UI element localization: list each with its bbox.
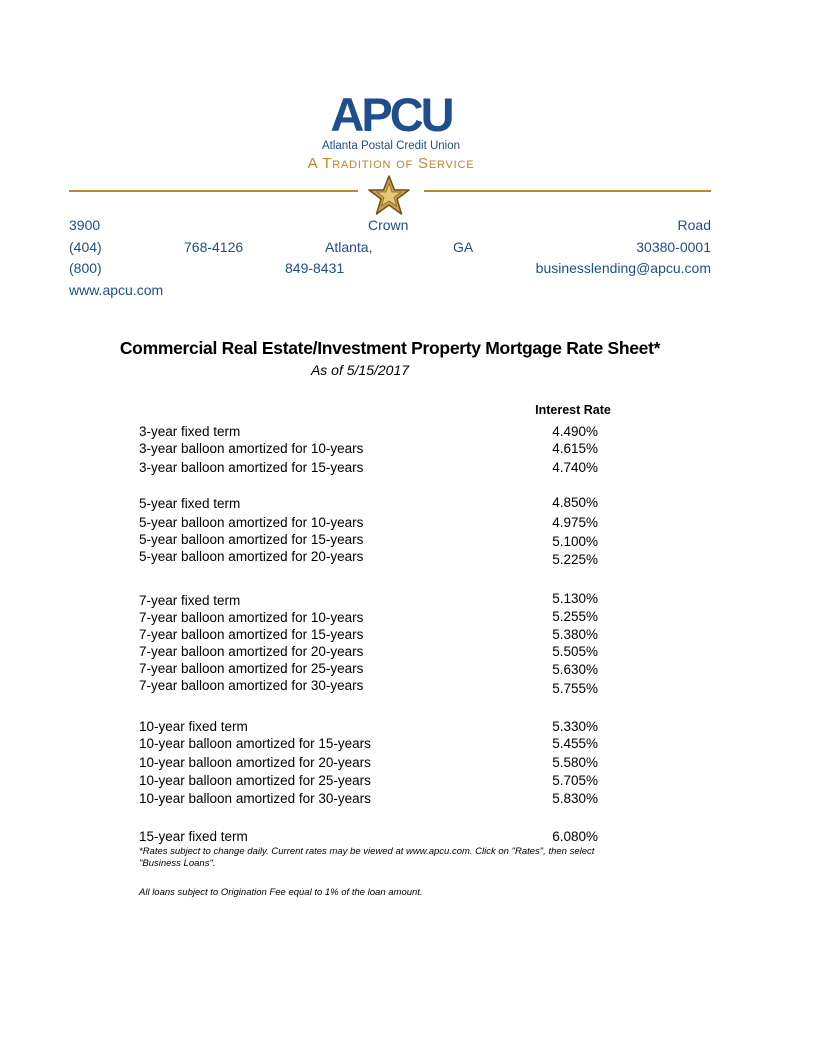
rate-row-label: 3-year fixed term bbox=[139, 424, 241, 439]
origination-fee-note: All loans subject to Origination Fee equal to 1% of the loan amount. bbox=[139, 887, 423, 898]
rate-row-value: 4.975% bbox=[552, 515, 598, 530]
rate-row-value: 4.490% bbox=[552, 424, 598, 439]
toll-free-number: 849-8431 bbox=[285, 260, 345, 276]
rate-row-value: 5.255% bbox=[552, 609, 598, 624]
apcu-logo-wordmark: APCU bbox=[330, 88, 452, 141]
rate-row-label: 10-year balloon amortized for 20-years bbox=[139, 755, 371, 770]
rate-row-value: 4.740% bbox=[552, 460, 598, 475]
rate-row-label: 10-year fixed term bbox=[139, 719, 248, 734]
rate-row-label: 3-year balloon amortized for 10-years bbox=[139, 441, 364, 456]
disclaimer-note: *Rates subject to change daily. Current rates may be viewed at www.apcu.com. Click on "Rates", then select bbox=[139, 846, 595, 857]
rate-row-value: 5.755% bbox=[552, 681, 598, 696]
rate-row-value: 5.630% bbox=[552, 662, 598, 677]
as-of-date: As of 5/15/2017 bbox=[310, 362, 410, 378]
area-code: (404) bbox=[69, 239, 102, 255]
divider-right bbox=[424, 190, 711, 192]
phone-number: 768-4126 bbox=[184, 239, 244, 255]
rate-row-value: 4.615% bbox=[552, 441, 598, 456]
street-name: Crown bbox=[368, 217, 409, 233]
rate-row-label: 7-year fixed term bbox=[139, 593, 241, 608]
rate-row-label: 10-year balloon amortized for 25-years bbox=[139, 773, 371, 788]
rate-row-value: 5.100% bbox=[552, 534, 598, 549]
zip-code: 30380-0001 bbox=[636, 239, 711, 255]
logo-org-name: Atlanta Postal Credit Union bbox=[321, 140, 461, 152]
rate-row-value: 5.455% bbox=[552, 736, 598, 751]
contact-web-line bbox=[69, 281, 711, 299]
contact-phone-line bbox=[69, 259, 711, 277]
divider-left bbox=[69, 190, 358, 192]
rate-row-value: 5.380% bbox=[552, 627, 598, 642]
page-title: Commercial Real Estate/Investment Property Mortgage Rate Sheet* bbox=[119, 338, 661, 358]
toll-free-area-code: (800) bbox=[69, 260, 102, 276]
rate-row-value: 6.080% bbox=[552, 829, 598, 844]
rate-row-label: 7-year balloon amortized for 20-years bbox=[139, 644, 364, 659]
street-suffix: Road bbox=[677, 217, 711, 233]
rate-row-value: 5.505% bbox=[552, 644, 598, 659]
rate-row-label: 7-year balloon amortized for 25-years bbox=[139, 661, 364, 676]
rate-row-label: 7-year balloon amortized for 10-years bbox=[139, 610, 364, 625]
rate-row-value: 5.330% bbox=[552, 719, 598, 734]
disclaimer-note-continued: "Business Loans". bbox=[139, 858, 216, 869]
contact-address-line bbox=[69, 216, 711, 234]
rate-row-label: 15-year fixed term bbox=[139, 829, 248, 844]
rate-row-value: 5.225% bbox=[552, 552, 598, 567]
rate-row-label: 10-year balloon amortized for 30-years bbox=[139, 791, 371, 806]
rate-row-label: 10-year balloon amortized for 15-years bbox=[139, 736, 371, 751]
street-number: 3900 bbox=[69, 217, 101, 233]
rate-row-value: 5.580% bbox=[552, 755, 598, 770]
rate-row-value: 5.130% bbox=[552, 591, 598, 606]
logo-tagline: A Tradition of Service bbox=[307, 155, 475, 172]
rate-row-label: 7-year balloon amortized for 15-years bbox=[139, 627, 364, 642]
state: GA bbox=[453, 239, 474, 255]
email-link[interactable]: businesslending@apcu.com bbox=[535, 260, 711, 276]
city: Atlanta, bbox=[325, 239, 373, 255]
interest-rate-header: Interest Rate bbox=[535, 403, 611, 417]
rate-row-label: 5-year balloon amortized for 20-years bbox=[139, 549, 364, 564]
rate-row-value: 4.850% bbox=[552, 495, 598, 510]
rate-row-label: 7-year balloon amortized for 30-years bbox=[139, 678, 364, 693]
website-link[interactable]: www.apcu.com bbox=[69, 282, 164, 298]
rate-row-label: 5-year balloon amortized for 15-years bbox=[139, 532, 364, 547]
rate-row-label: 5-year balloon amortized for 10-years bbox=[139, 515, 364, 530]
rate-row-label: 5-year fixed term bbox=[139, 496, 241, 511]
rate-row-value: 5.705% bbox=[552, 773, 598, 788]
star-icon bbox=[366, 174, 412, 216]
rate-row-value: 5.830% bbox=[552, 791, 598, 806]
contact-city-line bbox=[69, 238, 711, 256]
rate-row-label: 3-year balloon amortized for 15-years bbox=[139, 460, 364, 475]
